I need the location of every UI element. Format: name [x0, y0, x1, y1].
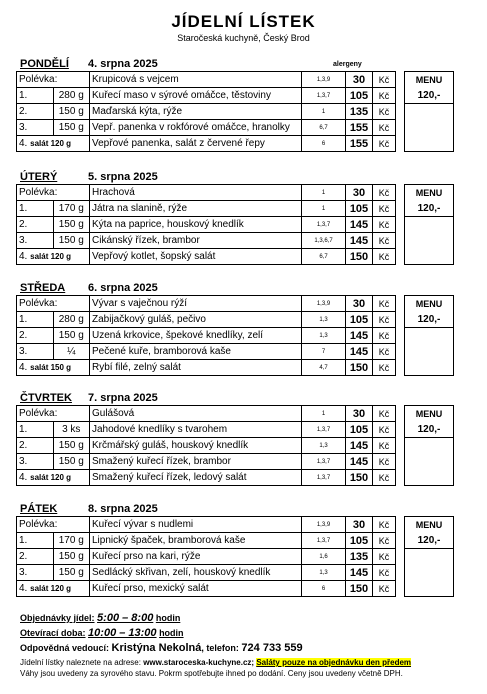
item-dish: Kuřecí prso na kari, rýže	[90, 549, 302, 565]
item-dish: Smažený kuřecí řízek, brambor	[90, 454, 302, 470]
menu-item-row	[17, 549, 454, 565]
item-weight: 280 g	[53, 88, 90, 104]
item-dish: Zabijačkový guláš, pečivo	[90, 312, 302, 328]
gap	[396, 517, 405, 533]
menu-item-row	[17, 233, 454, 249]
currency: Kč	[373, 470, 396, 486]
soup-dish: Krupicová s vejcem	[90, 72, 302, 88]
menu-item-row	[17, 470, 454, 486]
day-date: 7. srpna 2025	[88, 392, 158, 404]
item-number: 3.	[17, 344, 54, 360]
currency: Kč	[373, 565, 396, 581]
day-date: 8. srpna 2025	[88, 503, 158, 515]
item-dish: Cikánský řízek, brambor	[90, 233, 302, 249]
item-dish: Smažený kuřecí řízek, ledový salát	[90, 470, 302, 486]
soup-label: Polévka:	[17, 296, 90, 312]
day-section	[16, 169, 456, 265]
soup-dish: Hrachová	[90, 185, 302, 201]
item-weight: 150 g	[53, 217, 90, 233]
item-dish: Kýta na paprice, houskový knedlík	[90, 217, 302, 233]
currency: Kč	[373, 328, 396, 344]
gap	[396, 72, 405, 88]
gap	[396, 422, 405, 438]
day-menu-table	[16, 71, 454, 152]
opening-time: 10:00 – 13:00	[88, 627, 157, 639]
orders-label: Objednávky jídel:	[20, 613, 95, 623]
day-header	[16, 390, 456, 405]
item-allergens: 6,7	[302, 120, 346, 136]
soup-allergens: 1,3,9	[302, 296, 346, 312]
item-allergens: 1,3	[302, 312, 346, 328]
item-allergens: 1,3,7	[302, 88, 346, 104]
item-weight: 150 g	[53, 438, 90, 454]
opening-label: Otevírací doba:	[20, 628, 86, 638]
orders-line	[20, 612, 180, 624]
item-price: 155	[346, 136, 373, 152]
item-dish: Jahodové knedlíky s tvarohem	[90, 422, 302, 438]
currency: Kč	[373, 533, 396, 549]
day-date: 6. srpna 2025	[88, 282, 158, 294]
day-section	[16, 390, 456, 486]
item-allergens: 7	[302, 344, 346, 360]
menu-label: MENU	[405, 406, 454, 422]
web-note: Jídelní lístky naleznete na adrese:	[20, 658, 141, 667]
phone-number: 724 733 559	[241, 642, 303, 654]
item-allergens: 1,3	[302, 565, 346, 581]
item-price: 105	[346, 312, 373, 328]
currency: Kč	[373, 406, 396, 422]
day-section	[16, 280, 456, 376]
gap	[396, 104, 405, 120]
currency: Kč	[373, 217, 396, 233]
orders-time: 5:00 – 8:00	[97, 612, 154, 624]
item-num-weight	[17, 470, 90, 486]
gap	[396, 533, 405, 549]
day-name: ÚTERÝ	[20, 171, 58, 183]
currency: Kč	[373, 88, 396, 104]
menu-label: MENU	[405, 517, 454, 533]
item-price: 145	[346, 344, 373, 360]
menu-item-row	[17, 249, 454, 265]
currency: Kč	[373, 422, 396, 438]
soup-label: Polévka:	[17, 517, 90, 533]
gap	[396, 581, 405, 597]
phone-label: , telefon:	[201, 643, 239, 653]
currency: Kč	[373, 581, 396, 597]
item-allergens: 4,7	[302, 360, 346, 376]
item-price: 145	[346, 454, 373, 470]
currency: Kč	[373, 360, 396, 376]
item-allergens: 1,3,7	[302, 533, 346, 549]
item-allergens: 1,3,7	[302, 422, 346, 438]
soup-price: 30	[346, 185, 373, 201]
item-price: 150	[346, 249, 373, 265]
website-link[interactable]: www.staroceska-kuchyne.cz	[143, 658, 252, 667]
menu-item-row	[17, 104, 454, 120]
item-number: 1.	[17, 88, 54, 104]
item-dish: Sedlácký skřivan, zelí, houskový knedlík	[90, 565, 302, 581]
web-sep: ;	[251, 658, 255, 667]
item-weight: 150 g	[53, 565, 90, 581]
item-weight: 150 g	[53, 549, 90, 565]
soup-row	[17, 296, 454, 312]
item-weight: 280 g	[53, 312, 90, 328]
orders-unit: hodin	[155, 613, 181, 623]
gap	[396, 233, 405, 249]
gap	[396, 549, 405, 565]
page-title: JÍDELNÍ LÍSTEK	[171, 12, 316, 31]
item-number: 4.	[19, 583, 28, 594]
item-number: 2.	[17, 104, 54, 120]
item-weight: salát 120 g	[30, 252, 72, 261]
item-num-weight	[17, 136, 90, 152]
currency: Kč	[373, 233, 396, 249]
item-price: 150	[346, 360, 373, 376]
item-price: 105	[346, 422, 373, 438]
gap	[396, 136, 405, 152]
item-allergens: 1,3,7	[302, 470, 346, 486]
web-line	[20, 658, 411, 667]
soup-price: 30	[346, 517, 373, 533]
item-allergens: 1,3,7	[302, 217, 346, 233]
menu-blank	[405, 328, 454, 344]
item-weight: ¼	[53, 344, 90, 360]
item-allergens: 6,7	[302, 249, 346, 265]
menu-price: 120,-	[405, 533, 454, 549]
item-dish: Lipnický špaček, bramborová kaše	[90, 533, 302, 549]
currency: Kč	[373, 249, 396, 265]
menu-blank	[405, 344, 454, 360]
item-allergens: 1,3,7	[302, 454, 346, 470]
item-number: 4.	[19, 138, 28, 149]
menu-blank	[405, 104, 454, 120]
soup-label: Polévka:	[17, 72, 90, 88]
menu-item-row	[17, 136, 454, 152]
menu-blank	[405, 249, 454, 265]
gap	[396, 565, 405, 581]
item-price: 150	[346, 470, 373, 486]
item-number: 2.	[17, 217, 54, 233]
item-dish: Vepřový kotlet, šopský salát	[90, 249, 302, 265]
item-number: 3.	[17, 565, 54, 581]
menu-price: 120,-	[405, 201, 454, 217]
item-dish: Rybí filé, zelný salát	[90, 360, 302, 376]
currency: Kč	[373, 296, 396, 312]
item-price: 105	[346, 88, 373, 104]
gap	[396, 120, 405, 136]
soup-dish: Vývar s vaječnou rýží	[90, 296, 302, 312]
item-number: 1.	[17, 422, 54, 438]
item-price: 145	[346, 233, 373, 249]
item-price: 150	[346, 581, 373, 597]
menu-label: MENU	[405, 72, 454, 88]
menu-item-row	[17, 328, 454, 344]
menu-item-row	[17, 422, 454, 438]
menu-blank	[405, 438, 454, 454]
item-allergens: 6	[302, 136, 346, 152]
item-weight: 150 g	[53, 454, 90, 470]
item-allergens: 6	[302, 581, 346, 597]
day-menu-table	[16, 516, 454, 597]
opening-line	[20, 627, 184, 639]
soup-allergens: 1,3,9	[302, 517, 346, 533]
menu-blank	[405, 470, 454, 486]
manager-label: Odpovědná vedoucí:	[20, 643, 110, 653]
day-section	[16, 56, 456, 152]
item-number: 1.	[17, 312, 54, 328]
item-price: 155	[346, 120, 373, 136]
currency: Kč	[373, 549, 396, 565]
menu-item-row	[17, 533, 454, 549]
item-num-weight	[17, 360, 90, 376]
day-date: 5. srpna 2025	[88, 171, 158, 183]
menu-blank	[405, 454, 454, 470]
currency: Kč	[373, 201, 396, 217]
gap	[396, 470, 405, 486]
gap	[396, 312, 405, 328]
soup-row	[17, 406, 454, 422]
currency: Kč	[373, 438, 396, 454]
menu-blank	[405, 233, 454, 249]
day-header	[16, 169, 456, 184]
soup-label: Polévka:	[17, 185, 90, 201]
item-price: 135	[346, 549, 373, 565]
currency: Kč	[373, 517, 396, 533]
soup-allergens: 1	[302, 185, 346, 201]
salads-note: Saláty pouze na objednávku den předem	[256, 658, 412, 667]
item-allergens: 1	[302, 201, 346, 217]
item-weight: 170 g	[53, 533, 90, 549]
menu-blank	[405, 549, 454, 565]
menu-blank	[405, 217, 454, 233]
menu-item-row	[17, 120, 454, 136]
item-weight: 150 g	[53, 120, 90, 136]
menu-label: MENU	[405, 296, 454, 312]
item-dish: Vepřové panenka, salát z červené řepy	[90, 136, 302, 152]
item-dish: Pečené kuře, bramborová kaše	[90, 344, 302, 360]
item-num-weight	[17, 249, 90, 265]
currency: Kč	[373, 344, 396, 360]
item-price: 135	[346, 104, 373, 120]
day-header	[16, 501, 456, 516]
allergens-header: alergeny	[333, 61, 362, 68]
item-price: 105	[346, 533, 373, 549]
item-number: 4.	[19, 472, 28, 483]
restaurant-subtitle: Staročeská kuchyně, Český Brod	[177, 33, 310, 43]
soup-price: 30	[346, 72, 373, 88]
weights-note: Váhy jsou uvedeny za syrového stavu. Pokrm spotřebujte ihned po dodání. Ceny jsou uvedeny včetně DPH.	[20, 669, 403, 678]
currency: Kč	[373, 136, 396, 152]
gap	[396, 438, 405, 454]
item-number: 1.	[17, 201, 54, 217]
gap	[396, 406, 405, 422]
menu-item-row	[17, 581, 454, 597]
item-price: 145	[346, 328, 373, 344]
soup-allergens: 1,3,9	[302, 72, 346, 88]
item-allergens: 1,3	[302, 438, 346, 454]
day-menu-table	[16, 184, 454, 265]
menu-item-row	[17, 360, 454, 376]
menu-item-row	[17, 565, 454, 581]
currency: Kč	[373, 104, 396, 120]
soup-price: 30	[346, 406, 373, 422]
gap	[396, 328, 405, 344]
day-header	[16, 56, 456, 71]
item-dish: Játra na slanině, rýže	[90, 201, 302, 217]
item-number: 3.	[17, 120, 54, 136]
soup-allergens: 1	[302, 406, 346, 422]
item-weight: salát 120 g	[30, 139, 72, 148]
item-dish: Kuřecí maso v sýrové omáčce, těstoviny	[90, 88, 302, 104]
menu-item-row	[17, 312, 454, 328]
menu-blank	[405, 581, 454, 597]
soup-dish: Kuřecí vývar s nudlemi	[90, 517, 302, 533]
day-menu-table	[16, 295, 454, 376]
item-price: 145	[346, 217, 373, 233]
menu-price: 120,-	[405, 422, 454, 438]
opening-unit: hodin	[159, 628, 184, 638]
item-weight: 150 g	[53, 233, 90, 249]
item-dish: Uzená krkovice, špekové knedlíky, zelí	[90, 328, 302, 344]
manager-name: Kristýna Nekolná	[111, 642, 202, 654]
menu-item-row	[17, 88, 454, 104]
menu-label: MENU	[405, 185, 454, 201]
item-number: 2.	[17, 549, 54, 565]
item-price: 145	[346, 565, 373, 581]
currency: Kč	[373, 72, 396, 88]
day-name: STŘEDA	[20, 282, 66, 294]
menu-blank	[405, 136, 454, 152]
item-number: 2.	[17, 328, 54, 344]
item-price: 105	[346, 201, 373, 217]
item-weight: 170 g	[53, 201, 90, 217]
menu-item-row	[17, 201, 454, 217]
soup-row	[17, 185, 454, 201]
menu-blank	[405, 360, 454, 376]
currency: Kč	[373, 312, 396, 328]
item-num-weight	[17, 581, 90, 597]
soup-label: Polévka:	[17, 406, 90, 422]
day-name: PONDĚLÍ	[20, 58, 69, 70]
gap	[396, 249, 405, 265]
day-name: PÁTEK	[20, 503, 58, 515]
menu-blank	[405, 120, 454, 136]
item-number: 1.	[17, 533, 54, 549]
soup-dish: Gulášová	[90, 406, 302, 422]
item-dish: Krčmářský guláš, houskový knedlík	[90, 438, 302, 454]
item-weight: 3 ks	[53, 422, 90, 438]
item-weight: 150 g	[53, 328, 90, 344]
item-number: 3.	[17, 233, 54, 249]
gap	[396, 360, 405, 376]
gap	[396, 201, 405, 217]
gap	[396, 217, 405, 233]
gap	[396, 88, 405, 104]
item-weight: 150 g	[53, 104, 90, 120]
item-weight: salát 120 g	[30, 473, 72, 482]
item-allergens: 1	[302, 104, 346, 120]
day-section	[16, 501, 456, 597]
day-menu-table	[16, 405, 454, 486]
gap	[396, 454, 405, 470]
day-date: 4. srpna 2025	[88, 58, 158, 70]
menu-price: 120,-	[405, 312, 454, 328]
manager-line	[20, 642, 303, 654]
soup-row	[17, 72, 454, 88]
currency: Kč	[373, 454, 396, 470]
gap	[396, 344, 405, 360]
item-weight: salát 150 g	[30, 363, 72, 372]
currency: Kč	[373, 185, 396, 201]
menu-blank	[405, 565, 454, 581]
item-dish: Maďarská kýta, rýže	[90, 104, 302, 120]
menu-price: 120,-	[405, 88, 454, 104]
item-allergens: 1,6	[302, 549, 346, 565]
item-allergens: 1,3	[302, 328, 346, 344]
soup-price: 30	[346, 296, 373, 312]
item-dish: Vepř. panenka v rokfórové omáčce, hranolky	[90, 120, 302, 136]
gap	[396, 185, 405, 201]
menu-item-row	[17, 217, 454, 233]
menu-item-row	[17, 438, 454, 454]
menu-item-row	[17, 344, 454, 360]
item-number: 4.	[19, 362, 28, 373]
item-number: 3.	[17, 454, 54, 470]
item-number: 2.	[17, 438, 54, 454]
day-name: ČTVRTEK	[20, 392, 72, 404]
item-allergens: 1,3,6,7	[302, 233, 346, 249]
gap	[396, 296, 405, 312]
item-dish: Kuřecí prso, mexický salát	[90, 581, 302, 597]
menu-item-row	[17, 454, 454, 470]
currency: Kč	[373, 120, 396, 136]
soup-row	[17, 517, 454, 533]
day-header	[16, 280, 456, 295]
item-weight: salát 120 g	[30, 584, 72, 593]
item-number: 4.	[19, 251, 28, 262]
item-price: 145	[346, 438, 373, 454]
